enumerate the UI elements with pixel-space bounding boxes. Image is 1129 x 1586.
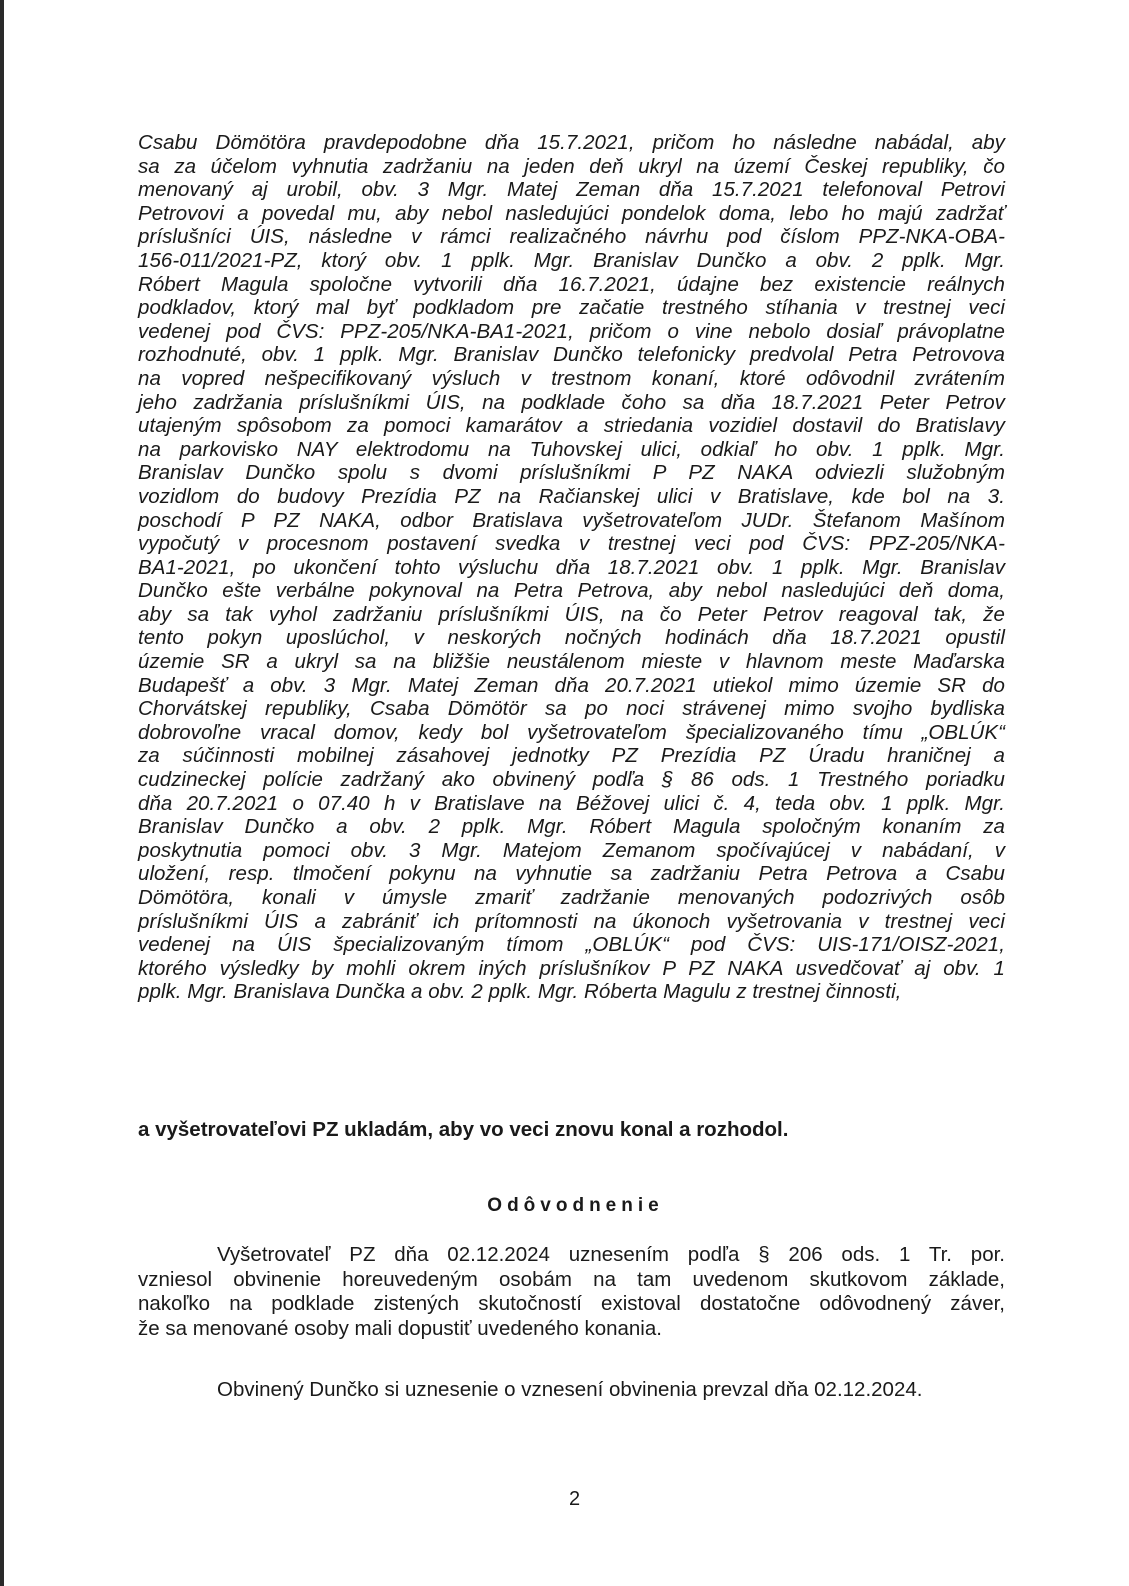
justification-paragraph (138, 1243, 1005, 1341)
text-line: BA1-2021, po ukončení tohto výsluchu dňa 18.7.2021 obv. 1 pplk. Mgr. Branislav (138, 555, 1005, 579)
text-line: za súčinnosti mobilnej zásahovej jednotky PZ Prezídia PZ Úradu hraničnej a (138, 744, 1005, 768)
text-line: poschodí P PZ NAKA, odbor Bratislava vyšetrovateľom JUDr. Štefanom Mašínom (138, 508, 1005, 532)
text-line: cudzineckej polície zadržaný ako obvinený podľa § 86 ods. 1 Trestného poriadku (138, 768, 1005, 792)
text-line: podkladov, ktorý mal byť podkladom pre začatie trestného stíhania v trestnej veci (138, 296, 1005, 320)
text-line: Chorvátskej republiky, Csaba Dömötör sa po noci strávenej mimo svojho bydliska (138, 697, 1005, 721)
text-line: aby sa tak vyhol zadržaniu príslušníkmi ÚIS, na čo Peter Petrov reagoval tak, že (138, 602, 1005, 626)
text-line: na parkovisko NAY elektrodomu na Tuhovskej ulici, odkiaľ ho obv. 1 pplk. Mgr. (138, 437, 1005, 461)
order-sentence: a vyšetrovateľovi PZ ukladám, aby vo veci znovu konal a rozhodol. (138, 1118, 789, 1141)
text-line: Petrovovi a povedal mu, aby nebol nasledujúci pondelok doma, lebo ho majú zadržať (138, 201, 1005, 225)
text-line: 156-011/2021-PZ, ktorý obv. 1 pplk. Mgr. Branislav Dunčko a obv. 2 pplk. Mgr. (138, 248, 1005, 272)
text-line: Vyšetrovateľ PZ dňa 02.12.2024 uznesením podľa § 206 ods. 1 Tr. por. (217, 1243, 1005, 1266)
text-line: Branislav Dunčko a obv. 2 pplk. Mgr. Róbert Magula spoločným konaním za (138, 815, 1005, 839)
statement-paragraph (138, 131, 1005, 1004)
text-line: vzniesol obvinenie horeuvedeným osobám na tam uvedenom skutkovom základe, (138, 1267, 1005, 1291)
text-line: vedenej na ÚIS špecializovaným tímom „OBLÚK“ pod ČVS: UIS-171/OISZ-2021, (138, 933, 1005, 957)
text-line: vypočutý v procesnom postavení svedka v trestnej veci pod ČVS: PPZ-205/NKA- (138, 532, 1005, 556)
text-line: vedenej pod ČVS: PPZ-205/NKA-BA1-2021, pričom o vine nebolo dosiaľ právoplatne (138, 319, 1005, 343)
text-line: Róbert Magula spoločne vytvorili dňa 16.7.2021, údajne bez existencie reálnych (138, 272, 1005, 296)
text-line: pplk. Mgr. Branislava Dunčka a obv. 2 pplk. Mgr. Róberta Magulu z trestnej činnosti, (138, 980, 902, 1004)
text-line: príslušníkmi ÚIS a zabrániť ich prítomnosti na úkonoch vyšetrovania v trestnej veci (138, 909, 1005, 933)
text-line: uložení, resp. tlmočení pokynu na vyhnutie sa zadržaniu Petra Petrova a Csabu (138, 862, 1005, 886)
text-line: rozhodnuté, obv. 1 pplk. Mgr. Branislav Dunčko telefonicky predvolal Petra Petrovova (138, 343, 1005, 367)
scan-border (0, 0, 4, 1586)
text-line: Dunčko ešte verbálne pokynoval na Petra Petrova, aby nebol nasledujúci deň doma, (138, 579, 1005, 603)
text-line: poskytnutia pomoci obv. 3 Mgr. Matejom Zemanom spočívajúcej v nabádaní, v (138, 838, 1005, 862)
text-line: Dömötöra, konali v úmysle zmariť zadržanie menovaných podozrivých osôb (138, 886, 1005, 909)
text-line: Branislav Dunčko spolu s dvomi príslušníkmi P PZ NAKA odviezli služobným (138, 461, 1005, 485)
text-line: utajeným spôsobom za pomoci kamarátov a striedania vozidiel dostavil do Bratislavy (138, 414, 1005, 438)
text-line: príslušníci ÚIS, následne v rámci realizačného návrhu pod číslom PPZ-NKA-OBA- (138, 225, 1005, 249)
text-line: dobrovoľne vracal domov, kedy bol vyšetrovateľom špecializovaného tímu „OBLÚK“ (138, 720, 1005, 744)
text-line: že sa menované osoby mali dopustiť uvedeného konania. (138, 1316, 662, 1340)
text-line: ktorého výsledky by mohli okrem iných príslušníkov P PZ NAKA usvedčovať aj obv. 1 (138, 956, 1005, 980)
text-line: Csabu Dömötöra pravdepodobne dňa 15.7.2021, pričom ho následne nabádal, aby (138, 131, 1005, 154)
text-line: tento pokyn uposlúchol, v neskorých nočných hodinách dňa 18.7.2021 opustil (138, 626, 1005, 650)
text-line: dňa 20.7.2021 o 07.40 h v Bratislave na Béžovej ulici č. 4, teda obv. 1 pplk. Mgr. (138, 791, 1005, 815)
text-line: Budapešť a obv. 3 Mgr. Matej Zeman dňa 20.7.2021 utiekol mimo územie SR do (138, 673, 1005, 697)
text-line: sa za účelom vyhnutia zadržaniu na jeden deň ukryl na území Českej republiky, čo (138, 154, 1005, 178)
receipt-note: Obvinený Dunčko si uznesenie o vznesení obvinenia prevzal dňa 02.12.2024. (217, 1378, 923, 1401)
section-heading: Odôvodnenie (487, 1195, 664, 1216)
text-line: územie SR a ukryl sa na bližšie neustálenom mieste v hlavnom meste Maďarska (138, 650, 1005, 674)
page-number: 2 (568, 1488, 581, 1510)
text-line: nakoľko na podklade zistených skutočností existoval dostatočne odôvodnený záver, (138, 1292, 1005, 1315)
text-line: na vopred nešpecifikovaný výsluch v trestnom konaní, ktoré odôvodnil zvrátením (138, 366, 1005, 390)
text-line: menovaný aj urobil, obv. 3 Mgr. Matej Zeman dňa 15.7.2021 telefonoval Petrovi (138, 178, 1005, 202)
text-line: jeho zadržania príslušníkmi ÚIS, na podklade čoho sa dňa 18.7.2021 Peter Petrov (138, 390, 1005, 414)
text-line: vozidlom do budovy Prezídia PZ na Račianskej ulici v Bratislave, kde bol na 3. (138, 484, 1005, 508)
